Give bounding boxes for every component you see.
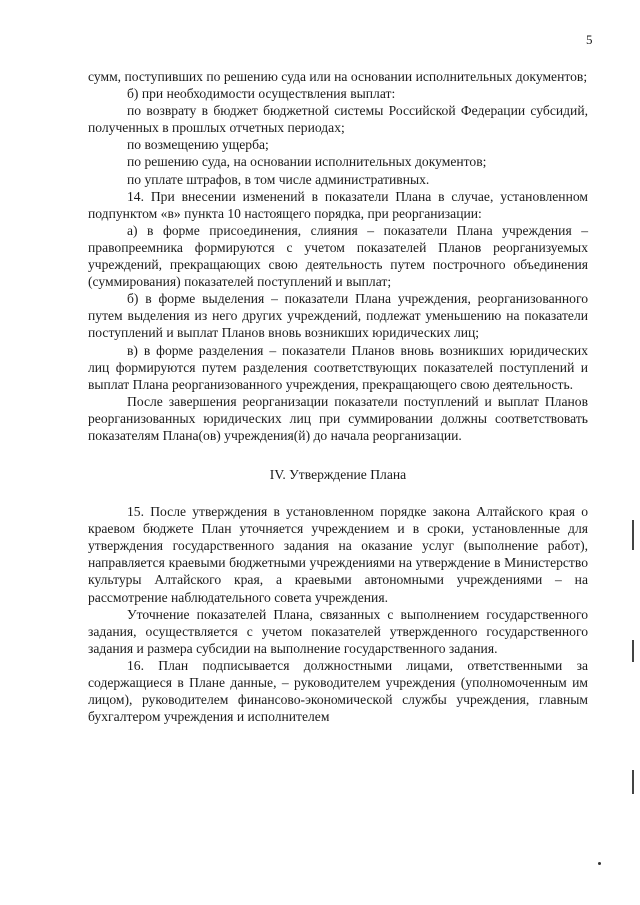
paragraph: После завершения реорганизации показатели поступлений и выплат Планов реорганизованных юридических лиц при суммировании должны соответствовать показателям Плана(ов) учреждения(й) до начала реорганизации.: [88, 393, 588, 443]
paragraph: 16. План подписывается должностными лицами, ответственными за содержащиеся в Плане данные, – руководителем учреждения (уполномоченным им лицом), руководителем финансово-экономической службы учреждения, главным бухгалтером учреждения и исполнителем: [88, 657, 588, 725]
paragraph: по возврату в бюджет бюджетной системы Российской Федерации субсидий, полученных в прошлых отчетных периодах;: [88, 103, 588, 136]
paragraphs-before-section: [88, 68, 588, 444]
paragraph: 14. При внесении изменений в показатели Плана в случае, установленном подпунктом «в» пункта 10 настоящего порядка, при реорганизации:: [88, 188, 588, 221]
paragraph: по решению суда, на основании исполнительных документов;: [127, 154, 487, 170]
page-number: 5: [586, 32, 593, 47]
scan-margin-mark: [632, 640, 634, 662]
paragraph: б) в форме выделения – показатели Плана учреждения, реорганизованного путем выделения из него других учреждений, подлежат уменьшению на показатели поступлений и выплат Планов вновь возникших юридических лиц;: [88, 291, 588, 341]
paragraph: б) при необходимости осуществления выплат:: [127, 86, 396, 102]
scan-dot-mark: [598, 862, 601, 865]
section-heading: IV. Утверждение Плана: [269, 467, 407, 483]
paragraph: 15. После утверждения в установленном порядке закона Алтайского края о краевом бюджете План уточняется учреждением и в сроки, установленные для утверждения государственного задания на оказание услуг (выполнение работ), направляется краевыми бюджетными учреждениями на утверждение в Министерство культуры Алтайского края, а краевыми автономными учреждениями – на рассмотрение наблюдательного совета учреждения.: [88, 504, 588, 605]
paragraph: в) в форме разделения – показатели Планов вновь возникших юридических лиц формируются путем разделения соответствующих показателей поступлений и выплат Плана реорганизованного учреждения, прекращающего свою деятельность.: [88, 342, 588, 392]
paragraph: а) в форме присоединения, слияния – показатели Плана учреждения – правопреемника формируются с учетом показателей Планов реорганизуемых учреждений, прекращающих свою деятельность путем построчного объединения (суммирования) показателей поступлений и выплат;: [88, 222, 588, 290]
paragraph: по возмещению ущерба;: [127, 137, 269, 153]
paragraph: Уточнение показателей Плана, связанных с выполнением государственного задания, осуществляется с учетом показателей утвержденного государственного задания и размера субсидии на выполнение государственного задания.: [88, 606, 588, 656]
scan-margin-mark: [632, 770, 634, 794]
scan-margin-mark: [632, 520, 634, 550]
paragraphs-after-section: [88, 503, 588, 725]
document-body: [88, 68, 588, 725]
paragraph: по уплате штрафов, в том числе административных.: [127, 171, 430, 187]
paragraph: сумм, поступивших по решению суда или на основании исполнительных документов;: [88, 69, 588, 84]
